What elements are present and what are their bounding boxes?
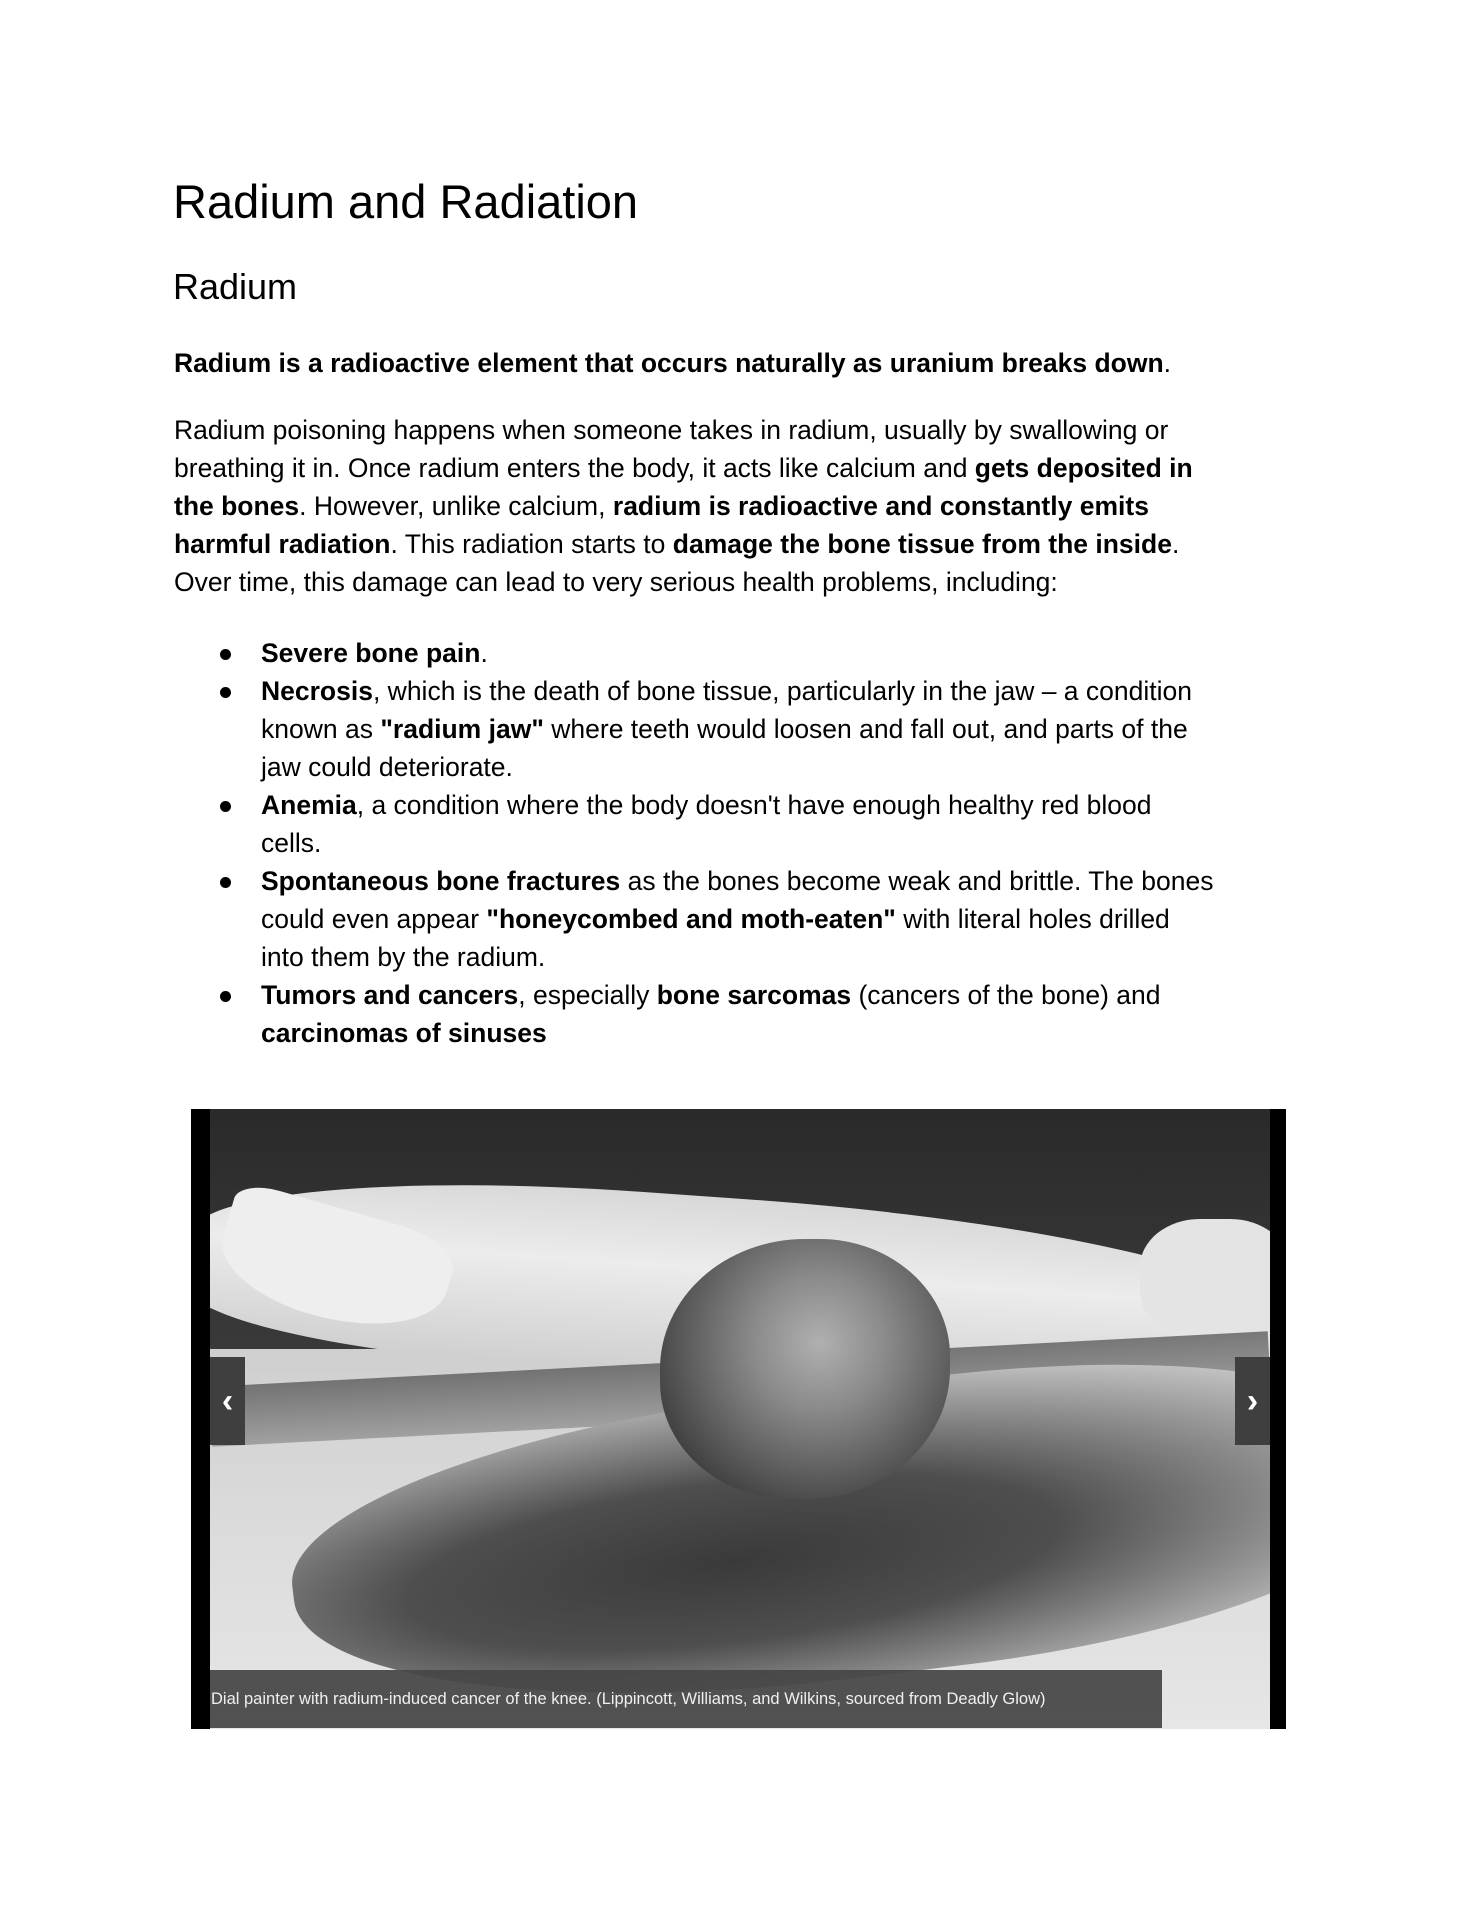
list-item-text: where teeth would loosen and fall out, and parts of the [543,714,1188,744]
list-item-bold: Tumors and cancers [261,980,519,1010]
bullet-icon [220,687,231,698]
list-item-line [261,976,1314,1014]
paragraph-bold: gets deposited in [974,453,1193,483]
knee-cancer-photo [210,1109,1270,1729]
list-item-line [261,672,1314,710]
image-carousel [191,1109,1286,1729]
list-item-bold: carcinomas of sinuses [261,1018,547,1048]
chevron-right-icon: › [1246,1382,1259,1420]
body-paragraph [174,411,1314,601]
carousel-prev-button[interactable] [210,1357,245,1445]
list-item-bold: Spontaneous bone fractures [261,866,621,896]
list-item [174,976,1314,1052]
list-item-bold: Anemia [261,790,357,820]
list-item-text: known as [261,714,381,744]
list-item-text: , especially [518,980,657,1010]
list-item-line [261,862,1314,900]
photo-tumor [660,1239,950,1499]
list-item-bold: "honeycombed and moth-eaten" [486,904,896,934]
list-item-line [261,748,1314,786]
list-item-text: . [480,638,488,668]
paragraph-text: . This radiation starts to [390,529,673,559]
list-item-line [261,1014,1314,1052]
paragraph-text: Over time, this damage can lead to very serious health problems, including: [174,567,1058,597]
list-item [174,672,1314,786]
bullet-icon [220,801,231,812]
list-item-line [261,900,1314,938]
list-item-text: into them by the radium. [261,942,546,972]
bullet-icon [220,877,231,888]
list-item-bold: bone sarcomas [656,980,852,1010]
lead-bold: Radium is a radioactive element that occurs naturally as uranium breaks down [174,348,1164,378]
list-item-text: (cancers of the bone) and [851,980,1161,1010]
list-item-bold: Severe bone pain [261,638,481,668]
list-item-text: as the bones become weak and brittle. The bones [620,866,1214,896]
bullet-icon [220,649,231,660]
paragraph-line [174,563,1314,601]
list-item-text: could even appear [261,904,487,934]
list-item-bold: Necrosis [261,676,373,706]
list-item [174,786,1314,862]
document-title: Radium and Radiation [173,175,639,228]
paragraph-line [174,411,1314,449]
paragraph-bold: the bones [174,491,300,521]
section-heading: Radium [173,266,298,307]
lead-tail: . [1163,348,1172,378]
list-item-text: jaw could deteriorate. [261,752,513,782]
paragraph-text: Radium poisoning happens when someone takes in radium, usually by swallowing or [174,415,1169,445]
paragraph-line [174,487,1314,525]
list-item-line [261,938,1314,976]
photo-cloth [1140,1219,1270,1339]
bullet-icon [220,991,231,1002]
paragraph-line [174,525,1314,563]
paragraph-bold: harmful radiation [174,529,391,559]
list-item-line [261,786,1314,824]
list-item-text: with literal holes drilled [895,904,1170,934]
lead-sentence [174,344,1324,382]
paragraph-line [174,449,1314,487]
list-item-text: , which is the death of bone tissue, particularly in the jaw – a condition [372,676,1192,706]
paragraph-text: breathing it in. Once radium enters the body, it acts like calcium and [174,453,975,483]
list-item [174,862,1314,976]
health-problems-list [174,634,1314,1052]
list-item-line [261,824,1314,862]
list-item-text: cells. [261,828,322,858]
paragraph-bold: damage the bone tissue from the inside [672,529,1172,559]
list-item [174,634,1314,672]
paragraph-text: . [1171,529,1180,559]
carousel-next-button[interactable] [1235,1357,1270,1445]
paragraph-bold: radium is radioactive and constantly emits [612,491,1149,521]
list-item-bold: "radium jaw" [380,714,544,744]
list-item-line [261,634,1314,672]
chevron-left-icon: ‹ [221,1382,234,1420]
image-caption: Dial painter with radium-induced cancer of the knee. (Lippincott, Williams, and Wilkins, sourced from Deadly Glow) [210,1670,1162,1728]
list-item-line [261,710,1314,748]
list-item-text: , a condition where the body doesn't have enough healthy red blood [356,790,1152,820]
paragraph-text: . However, unlike calcium, [299,491,613,521]
